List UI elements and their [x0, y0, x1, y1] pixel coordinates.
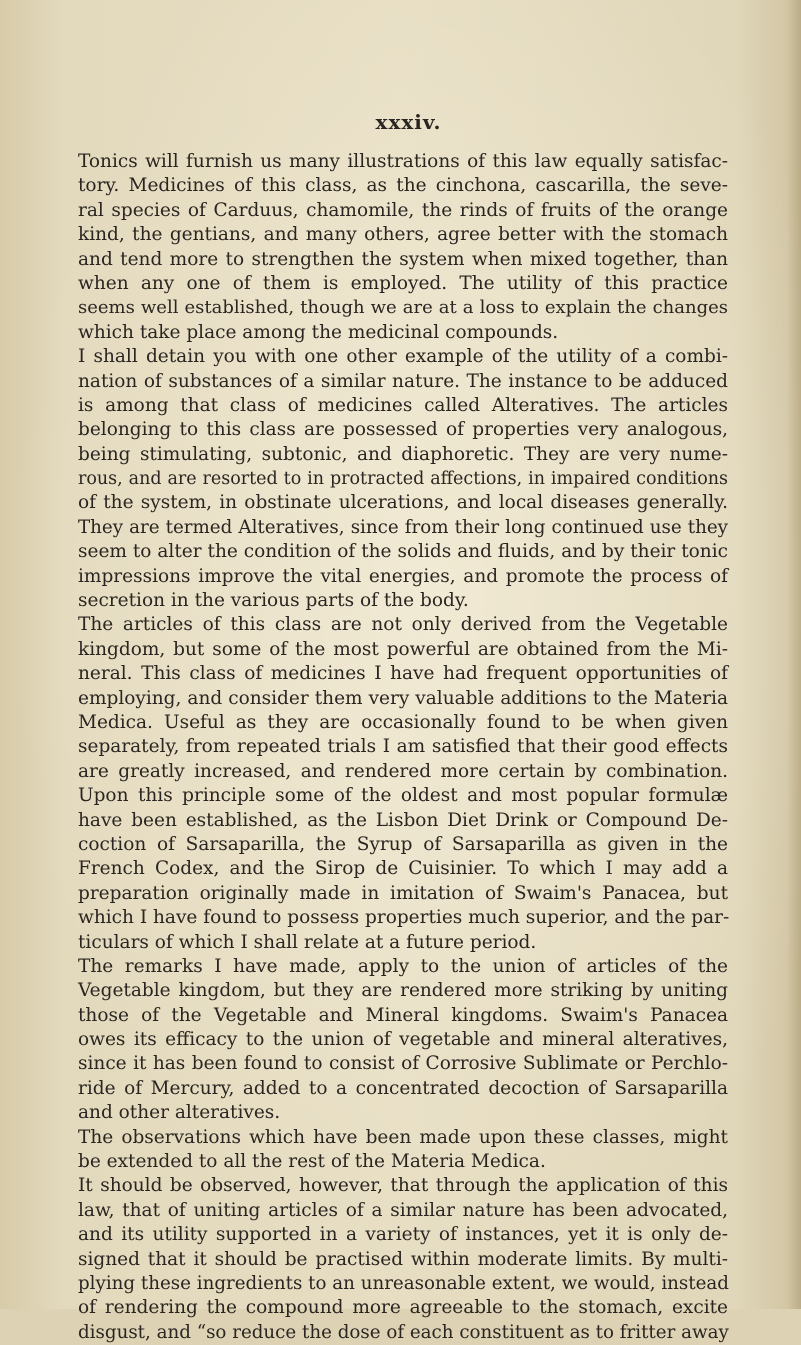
- text-line: ral species of Carduus, chamomile, the rinds of fruits of the orange: [78, 199, 728, 221]
- text-line: The articles of this class are not only derived from the Vegetable: [78, 614, 728, 636]
- text-line: tory. Medicines of this class, as the cinchona, cascarilla, the seve-: [78, 175, 728, 197]
- text-line: impressions improve the vital energies, and promote the process of: [78, 565, 728, 587]
- text-line: neral. This class of medicines I have had frequent opportunities of: [78, 663, 728, 685]
- page-number: xxxiv.: [375, 110, 442, 134]
- text-line: Upon this principle some of the oldest and most popular formulæ: [78, 785, 728, 807]
- text-line: The remarks I have made, apply to the union of articles of the: [78, 955, 728, 977]
- text-line: disgust, and “so reduce the dose of each constituent as to fritter away: [78, 1321, 729, 1343]
- text-line: ticulars of which I shall relate at a future period.: [78, 931, 537, 953]
- text-line: and other alteratives.: [78, 1102, 281, 1124]
- text-line: being stimulating, subtonic, and diaphoretic. They are very nume-: [78, 443, 728, 465]
- text-line: is among that class of medicines called Alteratives. The articles: [78, 394, 728, 416]
- body-text: [78, 150, 728, 1345]
- text-line: belonging to this class are possessed of properties very analogous,: [78, 419, 728, 441]
- text-line: and tend more to strengthen the system when mixed together, than: [78, 248, 728, 270]
- text-line: of rendering the compound more agreeable to the stomach, excite: [78, 1297, 728, 1319]
- text-line: owes its efficacy to the union of vegetable and mineral alteratives,: [78, 1029, 728, 1051]
- text-line: since it has been found to consist of Corrosive Sublimate or Perchlo-: [78, 1053, 728, 1075]
- text-line: law, that of uniting articles of a similar nature has been advocated,: [78, 1199, 728, 1221]
- text-line: which I have found to possess properties much superior, and the par-: [78, 907, 730, 929]
- text-line: those of the Vegetable and Mineral kingdoms. Swaim's Panacea: [78, 1004, 728, 1026]
- text-line: French Codex, and the Sirop de Cuisinier. To which I may add a: [78, 858, 728, 880]
- text-line: coction of Sarsaparilla, the Syrup of Sarsaparilla as given in the: [78, 833, 728, 855]
- text-line: Medica. Useful as they are occasionally found to be when given: [78, 711, 728, 733]
- text-line: I shall detain you with one other example of the utility of a combi-: [78, 346, 728, 368]
- text-line: separately, from repeated trials I am satisfied that their good effects: [78, 736, 728, 758]
- text-line: be extended to all the rest of the Materia Medica.: [78, 1151, 546, 1173]
- text-line: It should be observed, however, that through the application of this: [78, 1175, 728, 1197]
- text-line: The observations which have been made upon these classes, might: [78, 1126, 728, 1148]
- text-line: preparation originally made in imitation of Swaim's Panacea, but: [78, 882, 728, 904]
- text-line: have been established, as the Lisbon Diet Drink or Compound De-: [78, 809, 728, 831]
- text-line: kingdom, but some of the most powerful are obtained from the Mi-: [78, 638, 728, 660]
- text-line: They are termed Alteratives, since from their long continued use they: [78, 516, 728, 538]
- text-line: kind, the gentians, and many others, agree better with the stomach: [78, 224, 728, 246]
- text-line: employing, and consider them very valuable additions to the Materia: [78, 687, 728, 709]
- text-line: nation of substances of a similar nature. The instance to be adduced: [78, 370, 728, 392]
- text-line: rous, and are resorted to in protracted affections, in impaired conditions: [78, 469, 728, 490]
- text-line: when any one of them is employed. The utility of this practice: [78, 272, 728, 294]
- text-line: Tonics will furnish us many illustrations of this law equally satisfac-: [78, 151, 728, 172]
- text-line: are greatly increased, and rendered more certain by combination.: [78, 760, 728, 782]
- text-line: secretion in the various parts of the body.: [78, 590, 469, 612]
- text-line: and its utility supported in a variety of instances, yet it is only de-: [78, 1224, 728, 1246]
- text-line: of the system, in obstinate ulcerations, and local diseases generally.: [78, 492, 728, 514]
- text-line: plying these ingredients to an unreasonable extent, we would, instead: [78, 1272, 729, 1294]
- text-line: signed that it should be practised within moderate limits. By multi-: [78, 1248, 728, 1270]
- text-line: ride of Mercury, added to a concentrated decoction of Sarsaparilla: [78, 1077, 728, 1099]
- text-line: seems well established, though we are at a loss to explain the changes: [78, 297, 728, 319]
- text-line: which take place among the medicinal compounds.: [78, 321, 559, 343]
- text-line: seem to alter the condition of the solids and fluids, and by their tonic: [78, 541, 728, 563]
- text-line: Vegetable kingdom, but they are rendered more striking by uniting: [78, 980, 728, 1002]
- page-edge-shadow: [787, 0, 801, 1309]
